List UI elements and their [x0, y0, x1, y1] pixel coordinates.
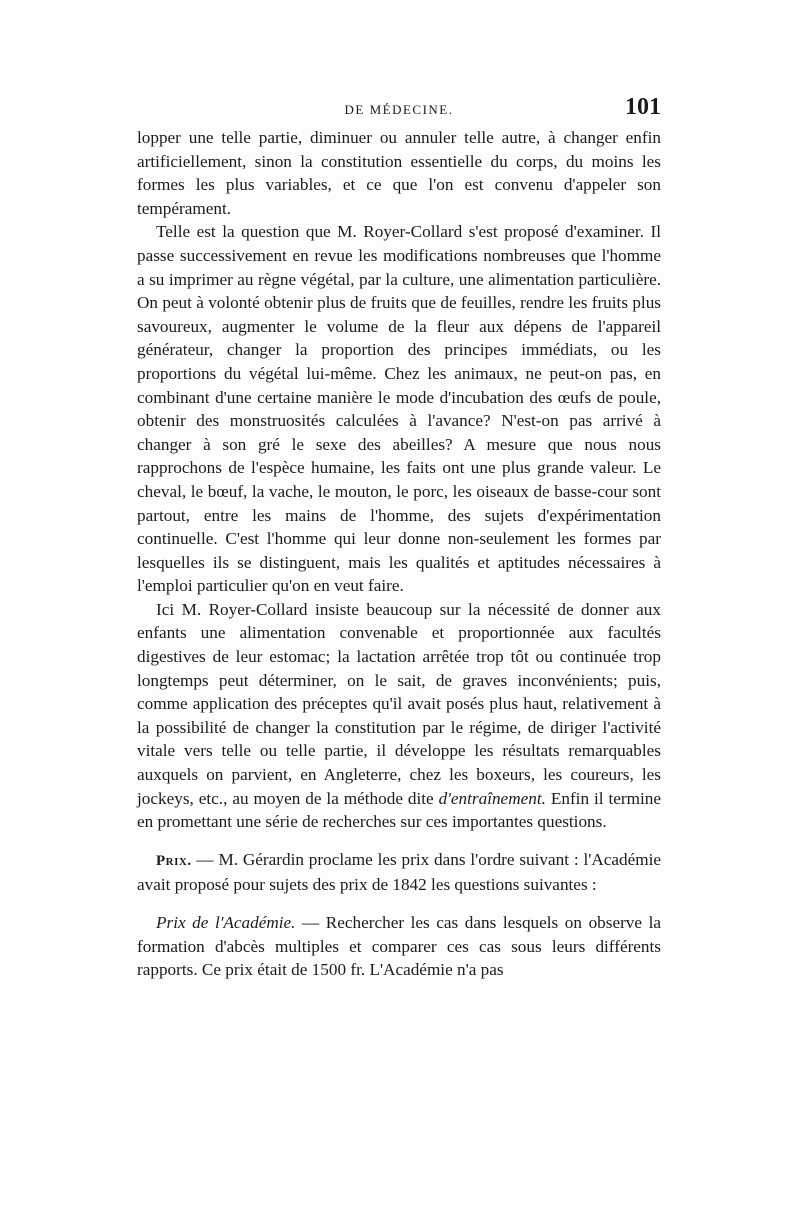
paragraph-text: Ici M. Royer-Collard insiste beaucoup sur la nécessité de donner aux enfants une alimentation convenable et proportionnée aux facultés digestives de leur estomac; la lactation arrêtée trop tôt ou continuée trop longtemps peut déterminer, on le sait, de graves inconvénients; puis, comme application des préceptes qu'il avait posés plus haut, relativement à la possibilité de changer la constitution par le régime, de diriger l'activité vitale vers telle ou telle partie, il développe les résultats remarquables auxquels on parvient, en Angleterre, chez les boxeurs, les coureurs, les jockeys, etc., au moyen de la méthode dite	[137, 599, 661, 808]
paragraph-royer-collard-question	[137, 220, 661, 598]
paragraph-prix	[137, 848, 661, 897]
paragraph-continuation	[137, 126, 661, 220]
paragraph-text: — Rechercher les cas dans lesquels on observe la formation d'abcès multiples et comparer ces cas sous leurs différents rapports. Ce prix était de 1500 fr. L'Académie n'a pas	[137, 913, 661, 980]
section-lead: Prix.	[156, 852, 192, 869]
paragraph-prix-academie	[137, 911, 661, 982]
running-head: DE MÉDECINE.	[344, 102, 454, 117]
paragraph-text: lopper une telle partie, diminuer ou annuler telle autre, à changer enfin artificiellement, sinon la constitution essentielle du corps, du moins les formes les plus variables, et ce que l'on est convenu d'appeler son tempérament.	[137, 128, 661, 218]
paragraph-text: Telle est la question que M. Royer-Collard s'est proposé d'examiner. Il passe successivement en revue les modifications nombreuses que l'homme a su imprimer au règne végétal, par la culture, une alimentation particulière. On peut à volonté obtenir plus de fruits que de feuilles, rendre les fruits plus savoureux, augmenter le volume de la fleur aux dépens de l'appareil générateur, changer la proportion des principes immédiats, ou les proportions du végétal lui-même. Chez les animaux, ne peut-on pas, en combinant d'une certaine manière le mode d'incubation des œufs de poule, obtenir des monstruosités calculées à l'avance? N'est-on pas arrivé à changer à son gré le sexe des abeilles? A mesure que nous nous rapprochons de l'espèce humaine, les faits ont une plus grande valeur. Le cheval, le bœuf, la vache, le mouton, le porc, les oiseaux de basse-cour sont partout, entre les mains de l'homme, des sujets d'expérimentation continuelle. C'est l'homme qui leur donne non-seulement les formes par lesquelles ils se distinguent, mais les qualités et aptitudes nécessaires à l'emploi particulier qu'on en veut faire.	[137, 222, 661, 596]
body-text	[137, 126, 661, 982]
paragraph-alimentation	[137, 598, 661, 834]
page-header	[137, 94, 661, 126]
page-number: 101	[625, 94, 661, 120]
paragraph-text: — M. Gérardin proclame les prix dans l'ordre suivant : l'Académie avait proposé pour sujets des prix de 1842 les questions suivantes :	[137, 849, 661, 895]
paragraph-text: Enfin il termine en promettant une série de recherches sur ces importantes questions.	[137, 788, 661, 832]
prize-title: Prix de l'Académie.	[156, 913, 296, 932]
italic-term: d'entraînement.	[438, 788, 546, 808]
